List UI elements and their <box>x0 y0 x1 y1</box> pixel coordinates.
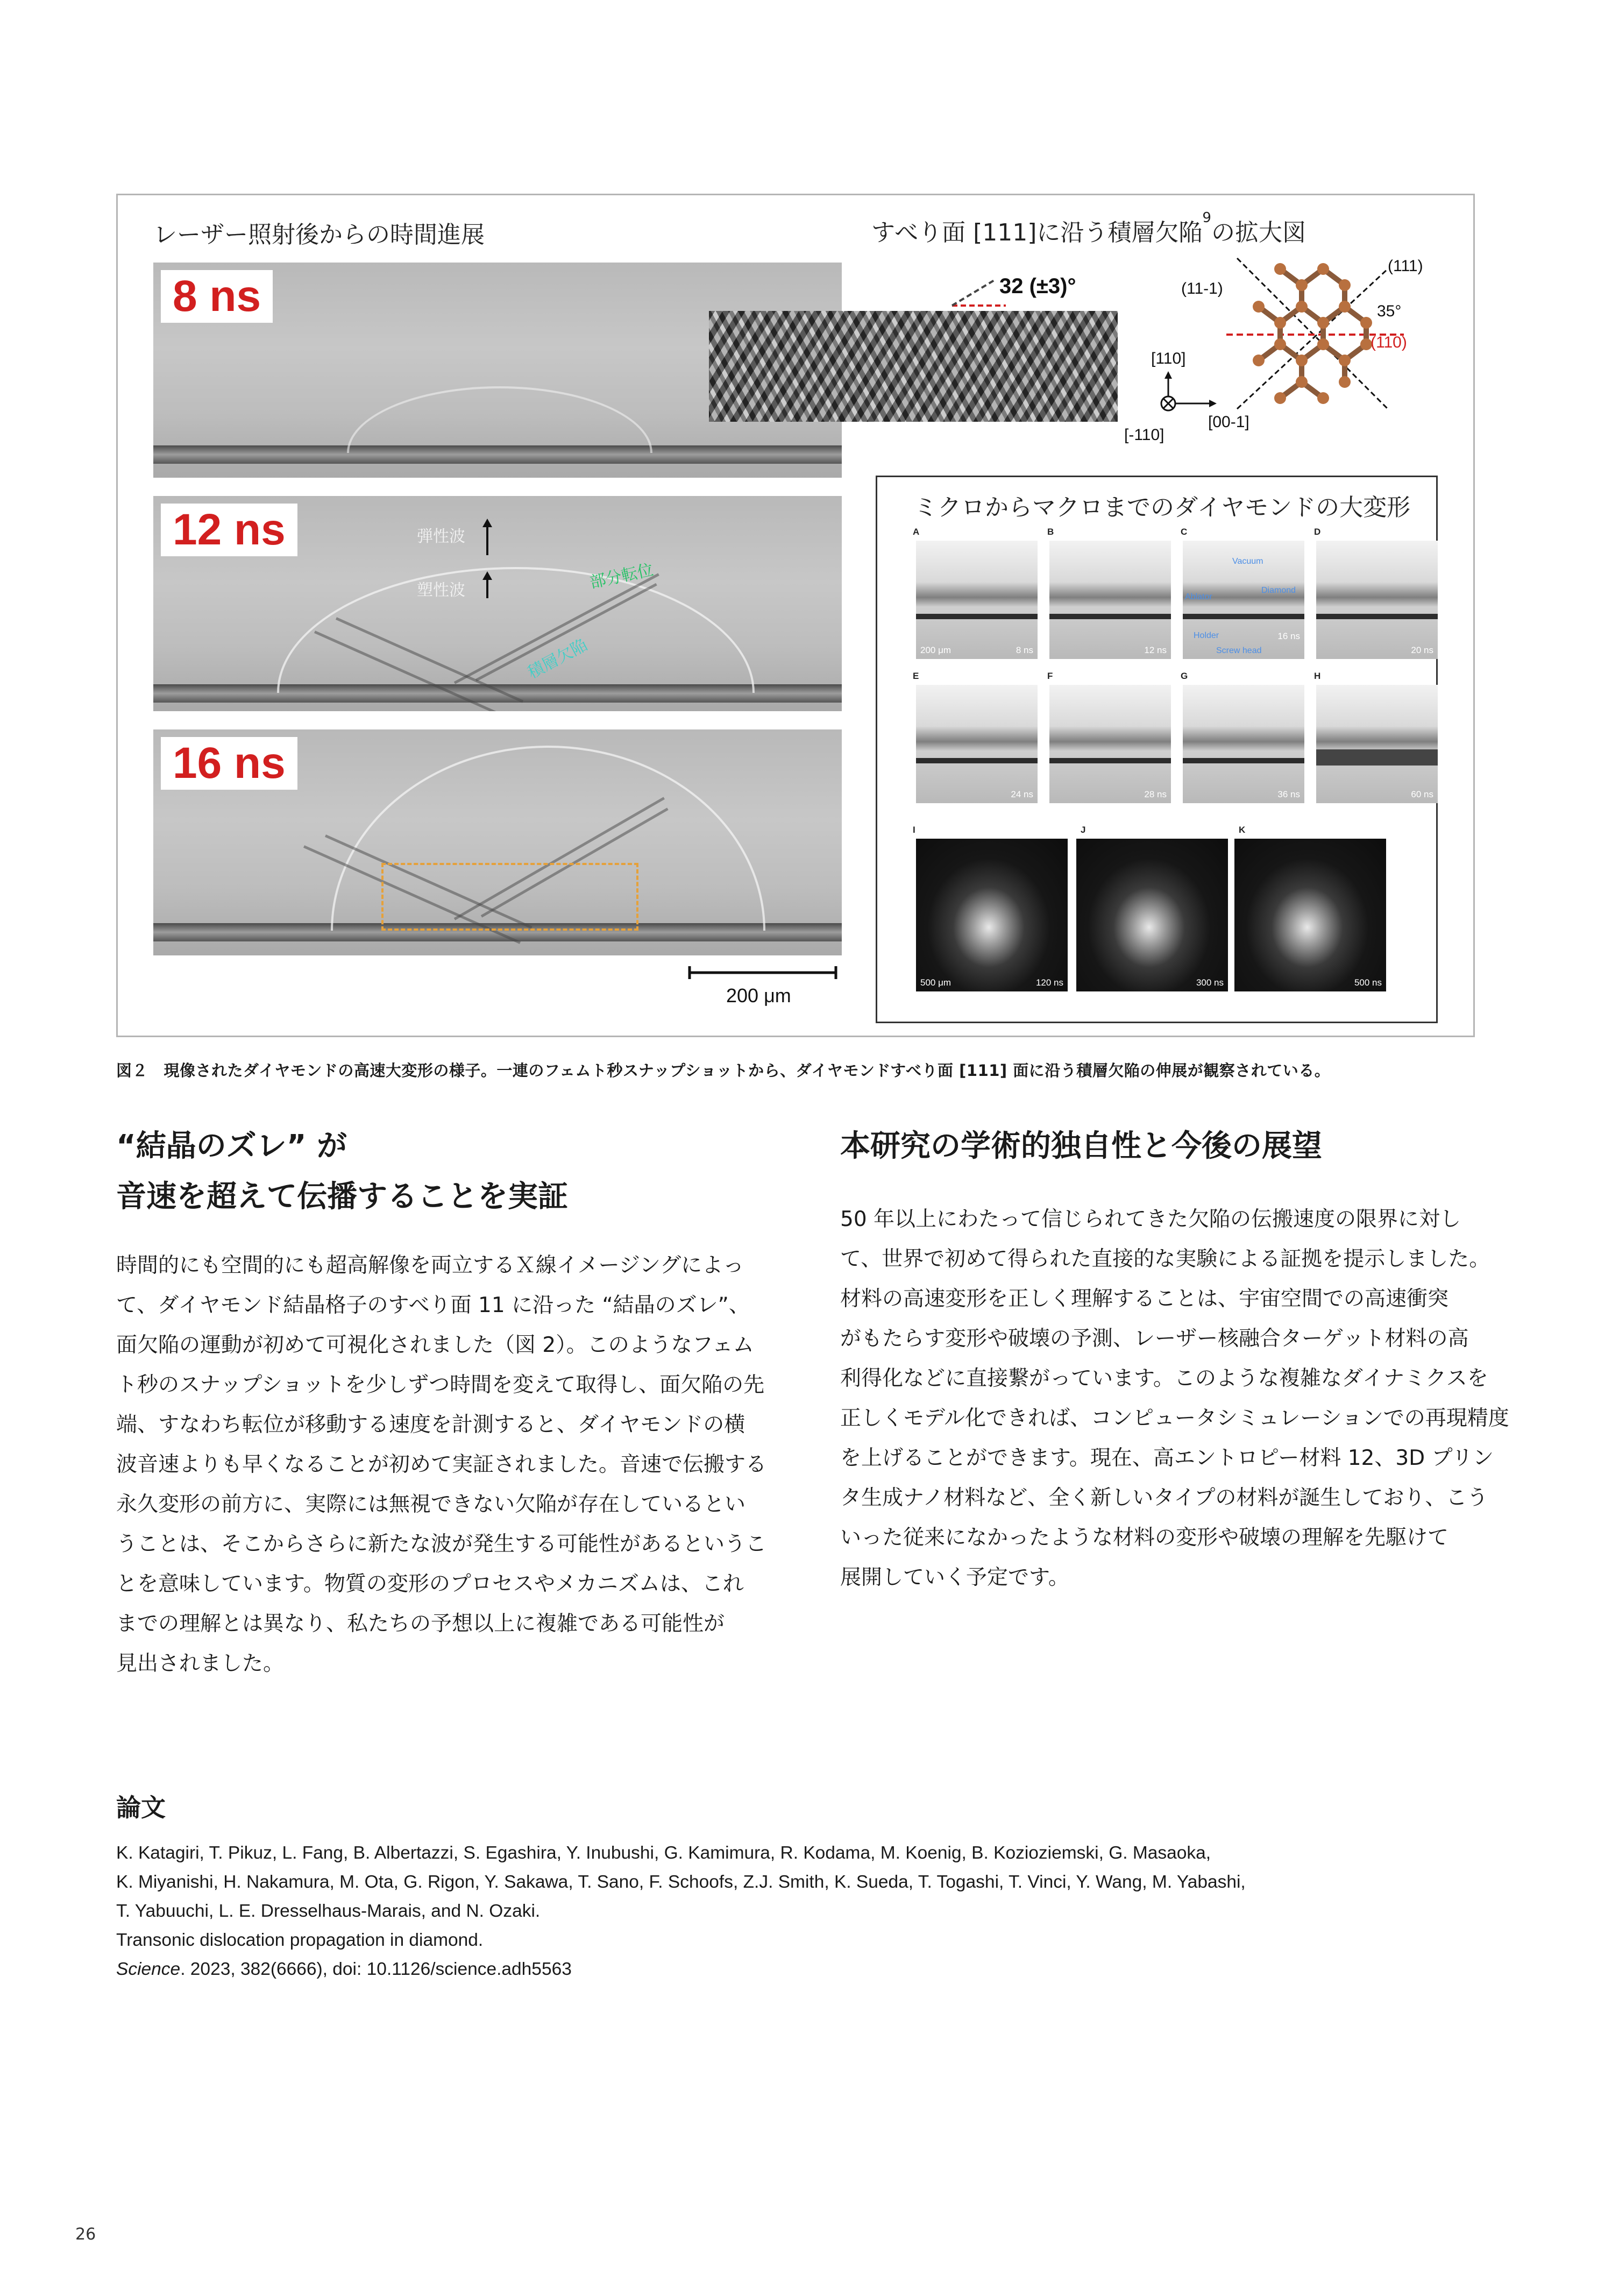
cell-letter-a: A <box>913 527 920 537</box>
crystal-angle-label: 35° <box>1377 302 1402 320</box>
cell-time: 12 ns <box>1144 645 1167 655</box>
body-line: までの理解とは異なり、私たちの予想以上に複雑である可能性が <box>116 1612 725 1636</box>
body-line: 見出されました。 <box>116 1652 285 1676</box>
panel-time-label: 16 ns <box>161 737 297 790</box>
body-line: て、ダイヤモンド結晶格子のすべり面 11 に沿った “結晶のズレ”、 <box>116 1293 750 1317</box>
journal-name: Science <box>116 1959 181 1979</box>
cell-letter-k: K <box>1239 825 1246 835</box>
cell-letter-b: B <box>1047 527 1054 537</box>
inset-cell-j <box>1076 839 1228 991</box>
scale-bar-icon <box>687 965 838 981</box>
body-line: て、世界で初めて得られた直接的な実験による証拠を提示しました。 <box>840 1247 1490 1271</box>
inset-cell-a <box>916 541 1038 659</box>
elastic-wave-label: 弾性波 <box>417 527 465 546</box>
note-diamond: Diamond <box>1261 586 1296 595</box>
figure-caption: 図２ 現像されたダイヤモンドの高速大変形の様子。一連のフェムト秒スナップショットから、ダイヤモンドすべり面 [111] 面に沿う積層欠陥の伸展が観察されている。 <box>116 1061 1331 1080</box>
body-line: ト秒のスナップショットを少しずつ時間を変えて取得し、面欠陥の先 <box>116 1373 765 1397</box>
inset-cell-d <box>1316 541 1438 659</box>
cell-letter-j: J <box>1081 825 1086 835</box>
body-line: とを意味しています。物質の変形のプロセスやメカニズムは、これ <box>116 1572 744 1596</box>
cell-time: 8 ns <box>1016 645 1033 655</box>
cell-time: 16 ns <box>1277 631 1300 641</box>
body-line: タ生成ナノ材料など、全く新しいタイプの材料が誕生しており、こう <box>840 1486 1488 1510</box>
right-body <box>840 1200 1523 1598</box>
zoom-region-box <box>381 863 638 931</box>
note-holder: Holder <box>1194 631 1219 640</box>
left-body <box>116 1246 799 1684</box>
page-number: 26 <box>75 2225 96 2244</box>
inset-cell-c <box>1183 541 1304 659</box>
inset-cell-f <box>1049 685 1171 803</box>
inset-cell-e <box>916 685 1038 803</box>
right-heading: 本研究の学術的独自性と今後の展望 <box>840 1129 1322 1164</box>
crystal-label-111: (111) <box>1388 257 1423 275</box>
macro-deformation-inset <box>876 476 1438 1023</box>
body-line: を上げることができます。現在、高エントロピー材料 12、3D プリン <box>840 1446 1494 1470</box>
stacking-fault-zoom-image <box>709 311 1118 422</box>
reference-line: K. Miyanishi, H. Nakamura, M. Ota, G. Rigon, Y. Sakawa, T. Sano, F. Schoofs, Z.J. Smith, K. Sueda, T. Togashi, T. Vinci, Y. Wang, M. Yabashi, <box>116 1872 1246 1892</box>
body-line: 正しくモデル化できれば、コンピュータシミュレーションでの再現精度 <box>840 1406 1509 1430</box>
cell-time: 60 ns <box>1411 789 1433 799</box>
body-line: 展開していく予定です。 <box>840 1565 1069 1590</box>
inset-cell-g <box>1183 685 1304 803</box>
cell-time: 20 ns <box>1411 645 1433 655</box>
reference-line: T. Yabuuchi, L. E. Dresselhaus-Marais, and N. Ozaki. <box>116 1901 541 1921</box>
body-line: 時間的にも空間的にも超高解像を両立するＸ線イメージングによっ <box>116 1253 744 1278</box>
reference-block <box>116 1839 1515 1984</box>
inset-cell-b <box>1049 541 1171 659</box>
axis-label-m110: [-110] <box>1124 426 1164 444</box>
stacking-fault-label: 積層欠陥 <box>524 635 591 683</box>
cell-scale: 500 μm <box>920 977 951 988</box>
cell-scale: 200 μm <box>920 645 951 655</box>
body-line: がもたらす変形や破壊の予測、レーザー核融合ターゲット材料の高 <box>840 1327 1469 1351</box>
cell-letter-e: E <box>913 671 919 681</box>
left-heading-line2: 音速を超えて伝播することを実証 <box>116 1179 568 1214</box>
microscopy-panel-16ns <box>153 729 842 955</box>
cell-letter-c: C <box>1181 527 1188 537</box>
crystal-label-110-red: (110) <box>1371 334 1407 351</box>
body-line: 面欠陥の運動が初めて可視化されました（図 2）。このようなフェム <box>116 1333 754 1357</box>
cell-time: 36 ns <box>1277 789 1300 799</box>
note-screw-head: Screw head <box>1216 646 1262 655</box>
cell-time: 500 ns <box>1354 977 1382 988</box>
figure-right-title-main: すべり面 [111]に沿う積層欠陥 <box>871 219 1203 246</box>
body-line: 利得化などに直接繋がっています。このような複雑なダイナミクスを <box>840 1366 1488 1391</box>
plastic-wave-label: 塑性波 <box>417 581 465 600</box>
wave-arrows-icon <box>479 518 495 598</box>
body-line: 波音速よりも早くなることが初めて実証されました。音速で伝搬する <box>116 1452 767 1477</box>
note-ablator: Ablator <box>1185 592 1212 601</box>
cell-time: 300 ns <box>1196 977 1224 988</box>
inset-cell-h <box>1316 685 1438 803</box>
figure-left-title: レーザー照射後からの時間進展 <box>153 221 485 249</box>
figure-right-title-tail: の拡大図 <box>1211 219 1306 246</box>
reference-heading: 論文 <box>116 1793 166 1822</box>
reference-line: Transonic dislocation propagation in diamond. <box>116 1930 484 1950</box>
cell-time: 28 ns <box>1144 789 1167 799</box>
figure-right-title <box>871 210 1306 247</box>
partial-dislocation-label: 部分転位 <box>588 560 656 593</box>
reference-line: K. Katagiri, T. Pikuz, L. Fang, B. Albertazzi, S. Egashira, Y. Inubushi, G. Kamimura, R. Kodama, M. Koenig, B. Kozioziemski, G. Masaoka, <box>116 1843 1211 1863</box>
axis-label-00m1: [00-1] <box>1208 413 1249 431</box>
body-line: 50 年以上にわたって信じられてきた欠陥の伝搬速度の限界に対し <box>840 1207 1461 1231</box>
cell-time: 120 ns <box>1035 977 1063 988</box>
inset-cell-i <box>916 839 1068 991</box>
crystal-label-11-1: (11-1) <box>1181 280 1223 297</box>
citation-tail: . 2023, 382(6666), doi: 10.1126/science.adh5563 <box>180 1959 572 1979</box>
microscopy-panel-12ns <box>153 496 842 711</box>
inset-cell-k <box>1234 839 1386 991</box>
figure-right-title-sup: 9 <box>1202 210 1211 226</box>
cell-letter-i: I <box>913 825 915 835</box>
left-heading-line1: “結晶のズレ” が <box>116 1129 347 1164</box>
inset-title: ミクロからマクロまでのダイヤモンドの大変形 <box>914 494 1411 521</box>
axis-label-110: [110] <box>1151 350 1186 367</box>
cell-letter-g: G <box>1181 671 1188 681</box>
cell-letter-d: D <box>1314 527 1321 537</box>
body-line: うことは、そこからさらに新たな波が発生する可能性があるというこ <box>116 1532 767 1556</box>
panel-time-label: 8 ns <box>161 270 273 323</box>
scale-bar-label: 200 μm <box>726 984 791 1007</box>
reference-citation <box>116 1955 1515 1984</box>
body-line: 端、すなわち転位が移動する速度を計測すると、ダイヤモンドの横 <box>116 1413 745 1437</box>
cell-letter-h: H <box>1314 671 1321 681</box>
angle-label: 32 (±3)° <box>999 274 1076 298</box>
body-line: 永久変形の前方に、実際には無視できない欠陥が存在しているとい <box>116 1492 746 1517</box>
note-vacuum: Vacuum <box>1232 557 1263 566</box>
body-line: 材料の高速変形を正しく理解することは、宇宙空間での高速衝突 <box>840 1287 1449 1311</box>
cell-time: 24 ns <box>1011 789 1033 799</box>
cell-letter-f: F <box>1047 671 1053 681</box>
body-line: いった従来になかったような材料の変形や破壊の理解を先駆けて <box>840 1526 1449 1550</box>
panel-time-label: 12 ns <box>161 504 297 556</box>
